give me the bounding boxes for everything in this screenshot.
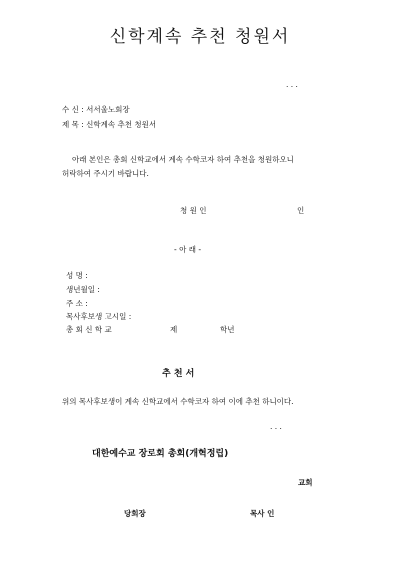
field-birth: 생년월일 : <box>66 285 100 294</box>
field-address: 주 소 : <box>66 299 88 308</box>
church-label: 교회 <box>298 478 313 487</box>
below-heading: - 아 래 - <box>174 245 202 254</box>
org-name: 대한예수교 장로회 총회(개혁정립) <box>92 449 229 459</box>
date-bottom: . . . <box>270 422 282 431</box>
recommend-text: 위의 목사후보생이 계속 신학교에서 수학코자 하여 이에 추천 하니이다. <box>62 397 294 406</box>
field-exam: 목사후보생 고시일 : <box>66 312 132 321</box>
field-school: 총 회 신 학 교 <box>66 325 112 334</box>
field-name: 성 명 : <box>66 271 88 280</box>
recommend-heading: 추 천 서 <box>162 369 195 379</box>
field-year-unit: 제 <box>170 325 178 334</box>
body-line-2: 허락하여 주시기 바랍니다. <box>62 169 149 178</box>
document-title: 신학계속 추천 청원서 <box>109 27 291 47</box>
chair-label: 당회장 <box>124 509 146 518</box>
petitioner-seal: 인 <box>297 206 305 215</box>
field-grade-unit: 학년 <box>220 325 235 334</box>
date-top: . . . <box>286 80 298 89</box>
body-line-1: 아래 본인은 총회 신학교에서 계속 수학코자 하여 추천을 청원하오니 <box>72 155 294 164</box>
subject-line: 제 목 : 신학계속 추천 청원서 <box>62 120 157 129</box>
petitioner-label: 청 원 인 <box>180 206 207 215</box>
pastor-label: 목사 인 <box>250 509 275 518</box>
recipient-line: 수 신 : 서서울노회장 <box>62 105 130 114</box>
